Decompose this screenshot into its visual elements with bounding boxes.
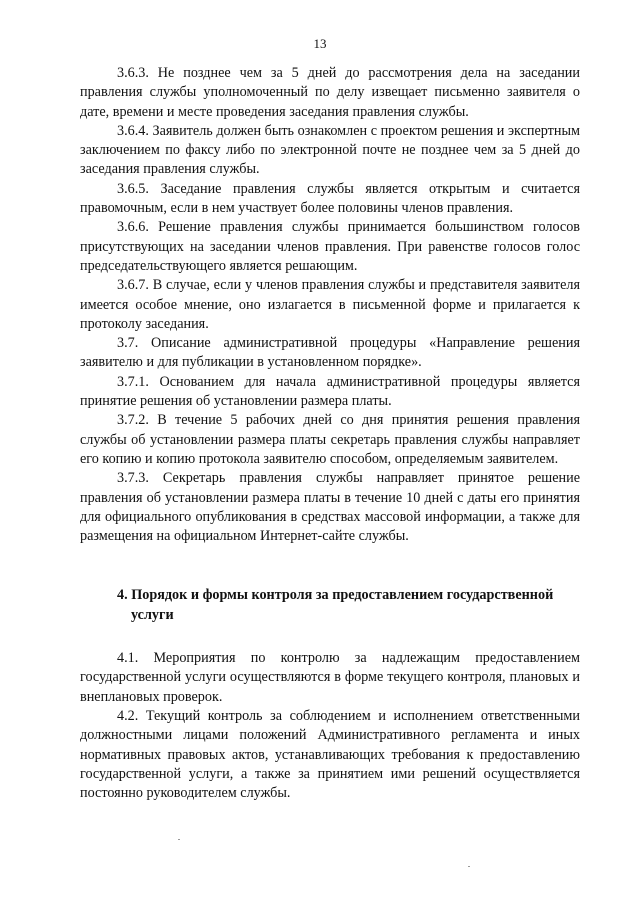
paragraph-3-7: 3.7. Описание административной процедуры «Направление решения заявителю и для публикации в установленном порядке». <box>80 335 580 371</box>
scan-speck <box>468 866 470 867</box>
paragraph-3-7-3: 3.7.3. Секретарь правления службы направляет принятое решение правления об установлении размера платы в течение 10 дней с даты его принятия для официального опубликования в средствах массовой информации, а также для размещения на официальном Интернет-сайте службы. <box>80 470 580 545</box>
paragraph-3-6-6: 3.6.6. Решение правления службы принимается большинством голосов присутствующих на заседании членов правления. При равенстве голосов голос председательствующего является решающим. <box>80 219 580 274</box>
paragraph-3-6-3: 3.6.3. Не позднее чем за 5 дней до рассмотрения дела на заседании правления службы уполномоченный по делу извещает письменно заявителя о дате, времени и месте проведения заседания правления службы. <box>80 65 580 120</box>
page-number: 13 <box>313 36 327 51</box>
paragraph-3-7-1: 3.7.1. Основанием для начала административной процедуры является принятие решения об установлении размера платы. <box>80 373 580 410</box>
paragraph-3-7-2: 3.7.2. В течение 5 рабочих дней со дня принятия решения правления службы об установлении размера платы секретарь правления службы направляет его копию и копию протокола заявителю способом, определяемым заявителем. <box>80 412 580 467</box>
paragraph-3-6-5: 3.6.5. Заседание правления службы является открытым и считается правомочным, если в нем участвует более половины членов правления. <box>80 180 580 217</box>
heading-spacer <box>80 625 580 649</box>
paragraph-4-2: 4.2. Текущий контроль за соблюдением и исполнением ответственными должностными лицами положений Административного регламента и иных нормативных правовых актов, устанавливающих требования к предоставлению государственной услуги, а также за принятием ими решений осуществляется постоянно руководителем службы. <box>80 707 580 802</box>
section-4-heading-line1: 4. Порядок и формы контроля за предоставлением государственной <box>117 587 554 604</box>
section-4-heading <box>80 586 580 625</box>
paragraph-3-6-4: 3.6.4. Заявитель должен быть ознакомлен с проектом решения и экспертным заключением по факсу либо по электронной почте не позднее чем за 5 дней до заседания правления службы. <box>80 122 580 178</box>
section-spacer <box>80 546 580 566</box>
paragraph-3-6-7: 3.6.7. В случае, если у членов правления службы и представителя заявителя имеется особое мнение, оно излагается в письменной форме и прилагается к протоколу заседания. <box>80 277 580 332</box>
paragraph-4-1: 4.1. Мероприятия по контролю за надлежащим предоставлением государственной услуги осуществляются в форме текущего контроля, плановых и внеплановых проверок. <box>80 650 580 705</box>
section-4-heading-line2: услуги <box>131 606 174 623</box>
document-body <box>80 64 580 803</box>
scan-speck <box>178 839 180 840</box>
